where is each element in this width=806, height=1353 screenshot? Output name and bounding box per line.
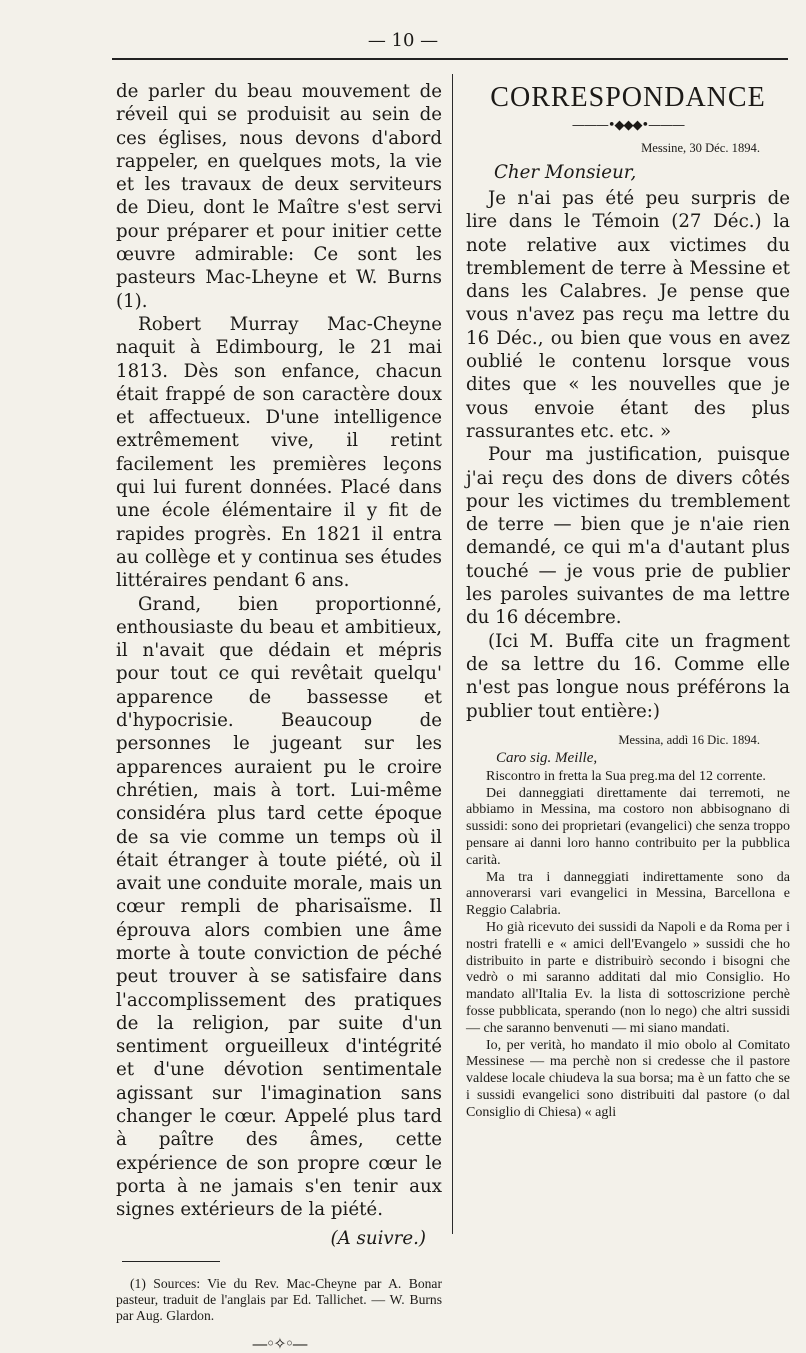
left-paragraph-1: de parler du beau mouvement de réveil qui se produisit au sein de ces églises, nous devons d'abord rappeler, en quelques mots, la vie et les travaux de deux serviteurs de Dieu, dont le Maître s'est servi pour préparer et pour initier cette œuvre admirable: Ce sont les pasteurs Mac-Lheyne et W. Burns (1). (116, 81, 442, 312)
to-be-continued: (A suivre.) (330, 1227, 426, 1249)
quoted-paragraph-2: Dei danneggiati direttamente dai terremoti, ne abbiamo in Messina, ma costoro non abbisognano di sussidi: sono dei proprietari (evangelici) che senza troppo pensare ai danni loro hanno contribuito per la pubblica carità. (466, 785, 790, 868)
letter-body (466, 187, 790, 723)
footnote-rule (122, 1261, 220, 1262)
left-paragraph-3: Grand, bien proportionné, enthousiaste du beau et ambitieux, il n'avait que dédain et mépris pour tout ce qui revêtait quelqu' apparence de bassesse et d'hypocrisie. Beaucoup de personnes le jugeant sur les apparences auraient pu le croire chrétien, mais à tort. Lui-même considéra plus tard cette époque de sa vie comme un temps où il était étranger à toute piété, où il avait une conduite morale, mais un cœur rempli de pharisaïsme. Il éprouva alors combien une âme morte à toute conviction de péché peut trouver à se satisfaire dans l'accomplissement des pratiques de la religion, par suite d'un sentiment orgueilleux d'intégrité et d'une dévotion sentimentale agissant sur l'imagination sans changer le cœur. Appelé plus tard à paître des âmes, cette expérience de son propre cœur le porta à ne jamais s'en tenir aux signes extérieurs de la piété. (116, 593, 442, 1221)
header-rule (112, 58, 788, 60)
quoted-salutation: Caro sig. Meille, (496, 749, 598, 766)
letter-paragraph-3: (Ici M. Buffa cite un fragment de sa lettre du 16. Comme elle n'est pas longue nous préférons la publier tout entière:) (466, 630, 790, 722)
letter-paragraph-1: Je n'ai pas été peu surpris de lire dans le Témoin (27 Déc.) la note relative aux victimes du tremblement de terre à Messine et dans les Calabres. Je pense que vous n'avez pas reçu ma lettre du 16 Déc., ou bien que vous en avez oublié le contenu lorsque vous dites que « les nouvelles que je vous envoie étant des plus rassurantes etc. etc. » (466, 188, 790, 442)
letter-salutation: Cher Monsieur, (494, 162, 637, 183)
end-ornament: —◦✧◦— (251, 1334, 307, 1353)
page-number: — 10 — (367, 30, 439, 51)
quoted-paragraph-4: Ho già ricevuto dei sussidi da Napoli e da Roma per i nostri fratelli e « amici dell'Evangelo » sussidi che ho distribuito in parte e distribuirò secondo i bisogni che vedrò o mi saranno additati dal mio Consiglio. Ho mandato all'Italia Ev. la lista di sottoscrizione perchè fosse pubblicata, sperando (non lo nego) che altri sussidi — che saranno benvenuti — mi siano mandati. (466, 920, 790, 1036)
title-ornament: ———•◆◆◆•——— (571, 118, 685, 133)
quoted-paragraph-3: Ma tra i danneggiati indirettamente sono da annoverarsi vari evangelici in Messina, Barcellona e Reggio Calabria. (466, 869, 790, 919)
left-paragraph-2: Robert Murray Mac-Cheyne naquit à Edimbourg, le 21 mai 1813. Dès son enfance, chacun était frappé de son caractère doux et affectueux. D'une intelligence extrêmement vive, il retint facilement les premières leçons qui lui furent données. Placé dans une école élémentaire il y fit de rapides progrès. En 1821 il entra au collège et y continua ses études littéraires pendant 6 ans. (116, 313, 442, 592)
column-divider (452, 74, 453, 1234)
quoted-paragraph-1: Riscontro in fretta la Sua preg.ma del 12 corrente. (486, 768, 766, 784)
footnote-text: (1) Sources: Vie du Rev. Mac-Cheyne par A. Bonar pasteur, traduit de l'anglais par Ed. Tallichet. — W. Burns par Aug. Glardon. (116, 1275, 442, 1323)
section-title: CORRESPONDANCE (490, 82, 766, 113)
letter-paragraph-2: Pour ma justification, puisque j'ai reçu des dons de divers côtés pour les victimes du tremblement de terre — bien que je n'aie rien demandé, ce qui m'a d'autant plus touché — je vous prie de publier les paroles suivantes de ma lettre du 16 décembre. (466, 444, 790, 629)
letter-dateline: Messine, 30 Déc. 1894. (641, 141, 760, 155)
footnote (116, 1276, 442, 1325)
quoted-letter (466, 769, 790, 1122)
left-column (116, 80, 442, 1353)
quoted-dateline: Messina, addì 16 Dic. 1894. (618, 732, 760, 747)
right-column (466, 80, 790, 1230)
quoted-paragraph-5: Io, per verità, ho mandato il mio obolo al Comitato Messinese — ma perchè non si credesse che il pastore valdese locale chiudeva la sua borsa; ma è un fatto che se i sussidi evangelici sono distribuiti dal pastore (o dal Consiglio di Chiesa) « agli (466, 1037, 790, 1120)
